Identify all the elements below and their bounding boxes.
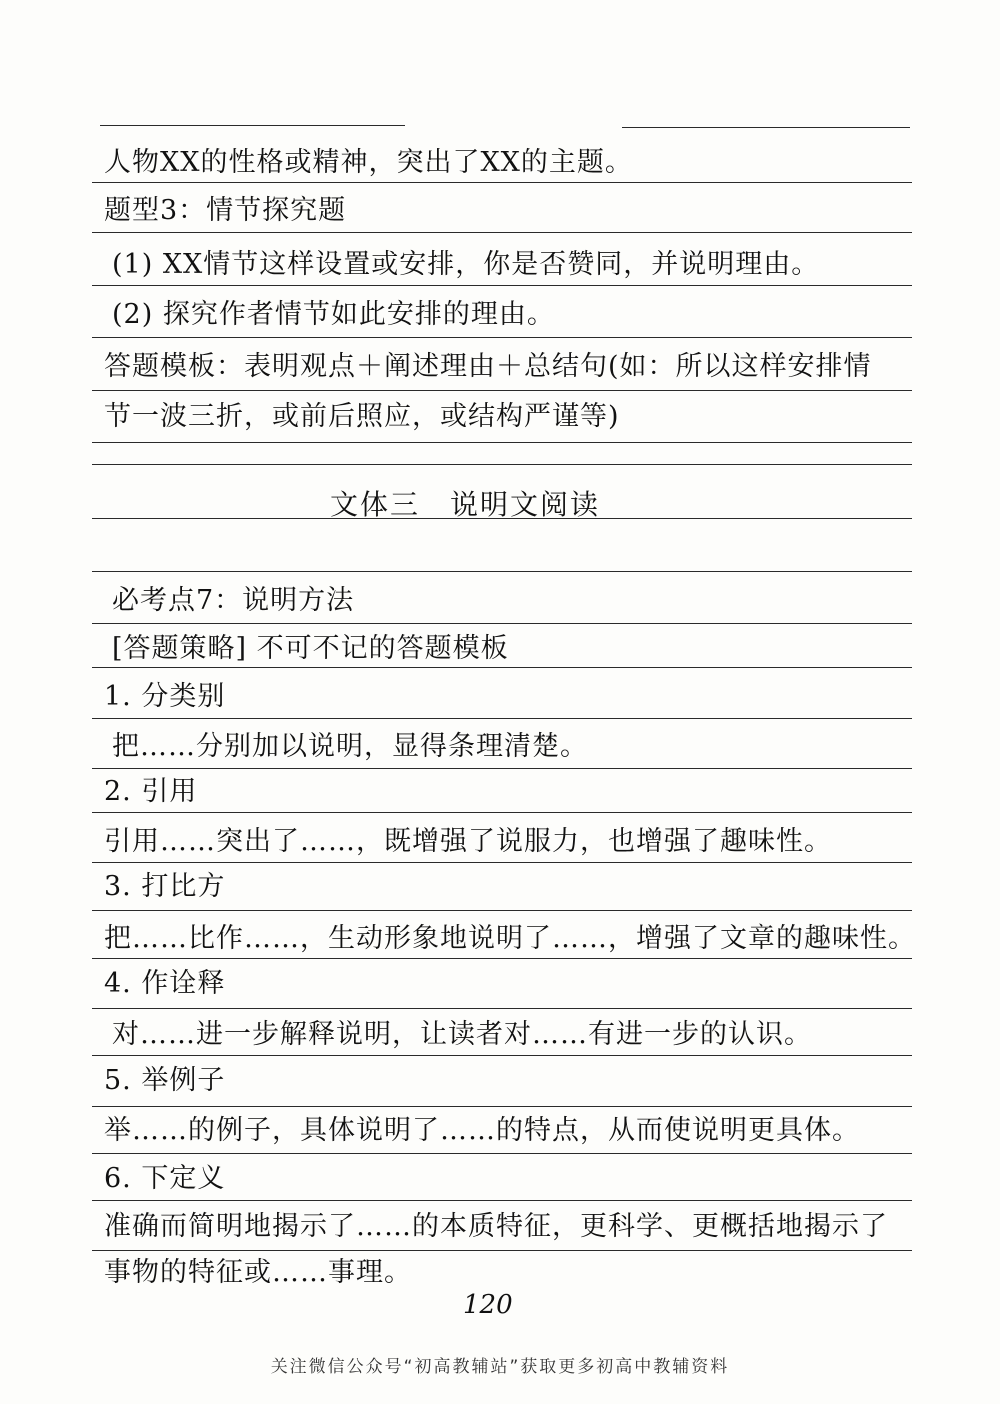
note-line-1: 人物XX的性格或精神，突出了XX的主题。 bbox=[104, 147, 633, 178]
note-line-20: 准确而简明地揭示了……的本质特征，更科学、更概括地揭示了 bbox=[104, 1211, 888, 1242]
ruled-line bbox=[92, 667, 912, 668]
ruled-line bbox=[92, 1106, 912, 1107]
ruled-line bbox=[92, 285, 912, 286]
note-line-3: (1) XX情节这样设置或安排，你是否赞同，并说明理由。 bbox=[112, 249, 820, 280]
page-number: 120 bbox=[463, 1290, 513, 1320]
note-line-12: 引用……突出了……，既增强了说服力，也增强了趣味性。 bbox=[104, 826, 832, 857]
note-line-17: 5. 举例子 bbox=[104, 1065, 226, 1096]
note-line-14: 把……比作……，生动形象地说明了……，增强了文章的趣味性。 bbox=[104, 923, 916, 954]
ruled-line bbox=[92, 862, 912, 863]
ruled-line bbox=[92, 623, 912, 624]
note-line-15: 4. 作诠释 bbox=[104, 968, 226, 999]
top-rule-right bbox=[622, 127, 910, 128]
ruled-line bbox=[92, 182, 912, 183]
note-line-11: 2. 引用 bbox=[104, 776, 198, 807]
ruled-line bbox=[92, 337, 912, 338]
note-line-9: 1. 分类别 bbox=[104, 681, 226, 712]
ruled-line bbox=[92, 718, 912, 719]
ruled-line bbox=[92, 232, 912, 233]
note-line-6: 节一波三折，或前后照应，或结构严谨等) bbox=[104, 401, 620, 432]
note-line-13: 3. 打比方 bbox=[104, 871, 226, 902]
ruled-line bbox=[92, 1008, 912, 1009]
ruled-line bbox=[92, 958, 912, 959]
note-line-18: 举……的例子，具体说明了……的特点，从而使说明更具体。 bbox=[104, 1115, 860, 1146]
note-line-21: 事物的特征或……事理。 bbox=[104, 1257, 412, 1288]
section-title: 文体三 说明文阅读 bbox=[330, 488, 601, 521]
note-line-2: 题型3：情节探究题 bbox=[104, 195, 347, 226]
note-line-7: 必考点7：说明方法 bbox=[112, 585, 355, 616]
note-line-5: 答题模板：表明观点＋阐述理由＋总结句(如：所以这样安排情 bbox=[104, 351, 872, 382]
ruled-line bbox=[92, 442, 912, 443]
ruled-line bbox=[92, 812, 912, 813]
ruled-line bbox=[92, 390, 912, 391]
note-line-19: 6. 下定义 bbox=[104, 1163, 226, 1194]
note-line-4: (2) 探究作者情节如此安排的理由。 bbox=[112, 299, 555, 330]
ruled-line bbox=[92, 768, 912, 769]
ruled-line bbox=[92, 571, 912, 572]
note-line-16: 对……进一步解释说明，让读者对……有进一步的认识。 bbox=[112, 1019, 812, 1050]
note-line-8: [答题策略] 不可不记的答题模板 bbox=[112, 633, 509, 664]
footer-note: 关注微信公众号“初高教辅站”获取更多初高中教辅资料 bbox=[270, 1357, 730, 1377]
ruled-line bbox=[92, 1153, 912, 1154]
ruled-line bbox=[92, 464, 912, 465]
note-line-10: 把……分别加以说明，显得条理清楚。 bbox=[112, 731, 588, 762]
ruled-line bbox=[92, 1250, 912, 1251]
ruled-line bbox=[92, 1055, 912, 1056]
ruled-line bbox=[92, 910, 912, 911]
top-rule-left bbox=[100, 125, 405, 126]
ruled-line bbox=[92, 1200, 912, 1201]
